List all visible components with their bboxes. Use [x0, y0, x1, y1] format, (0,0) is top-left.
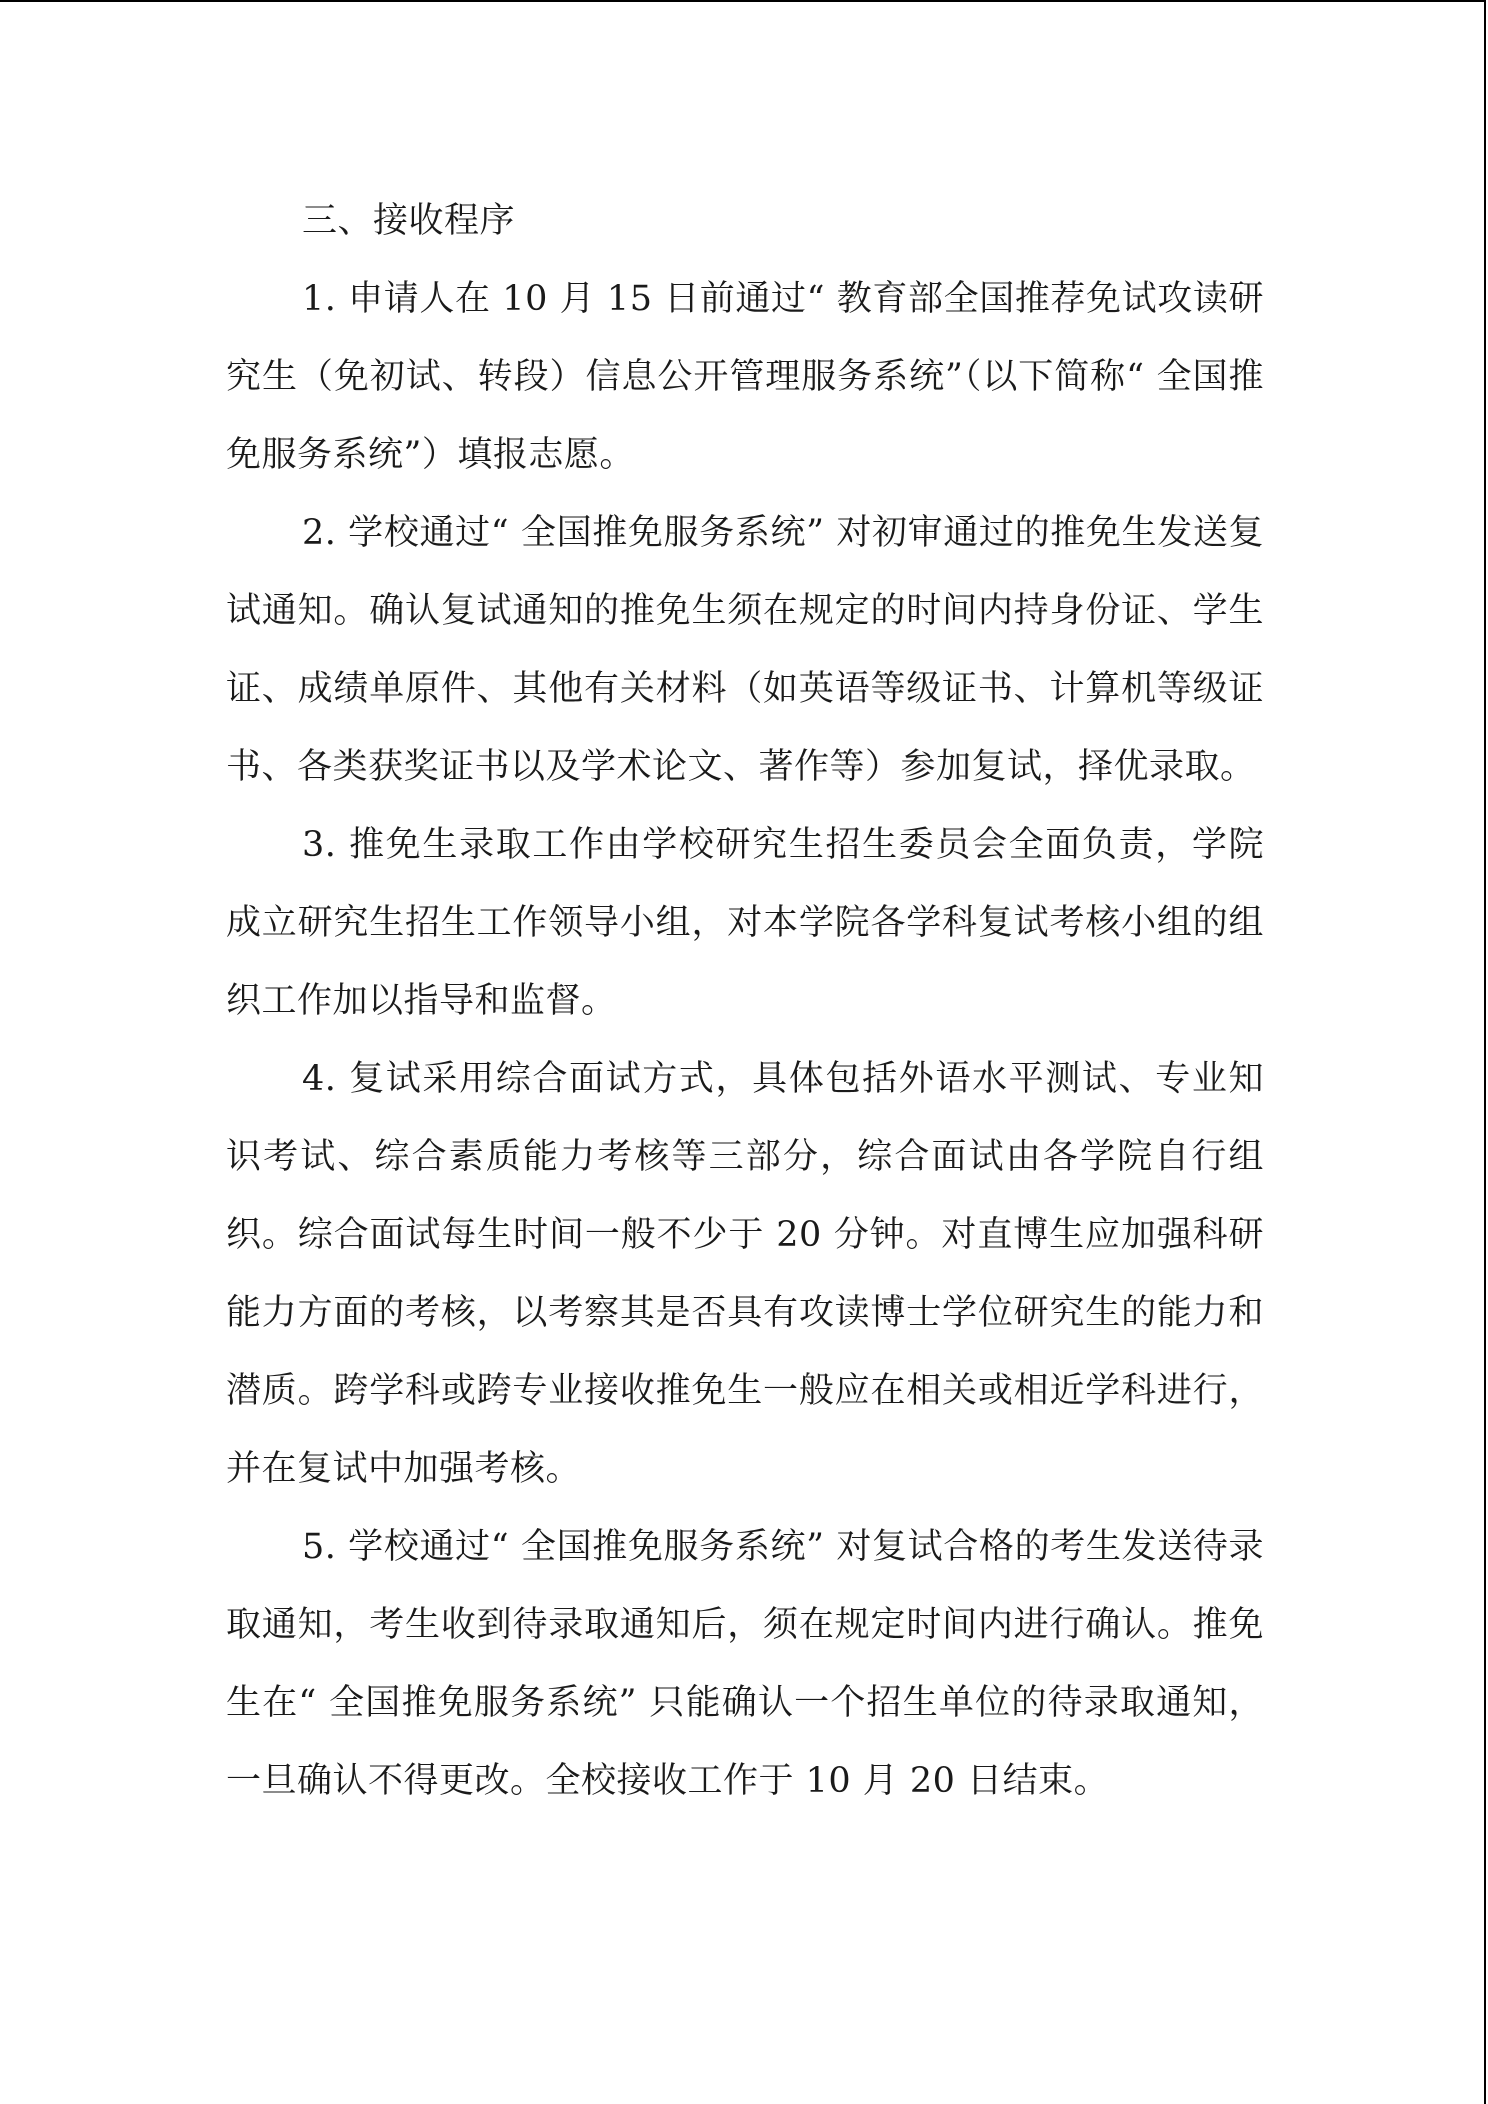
paragraph-3: 3. 推免生录取工作由学校研究生招生委员会全面负责，学院成立研究生招生工作领导小组，对本学院各学科复试考核小组的组织工作加以指导和监督。 [226, 825, 1264, 1021]
document-body [226, 182, 1264, 1820]
section-heading: 三、接收程序 [302, 201, 516, 241]
paragraph-4: 4. 复试采用综合面试方式，具体包括外语水平测试、专业知识考试、综合素质能力考核等三部分，综合面试由各学院自行组织。综合面试每生时间一般不少于 20 分钟。对直博生应加强科研能力方面的考核，以考察其是否具有攻读博士学位研究生的能力和潜质。跨学科或跨专业接收推免生一般应在相关或相近学科进行，并在复试中加强考核。 [226, 1059, 1264, 1489]
paragraph-2: 2. 学校通过“ 全国推免服务系统” 对初审通过的推免生发送复试通知。确认复试通知的推免生须在规定的时间内持身份证、学生证、成绩单原件、其他有关材料（如英语等级证书、计算机等级证书、各类获奖证书以及学术论文、著作等）参加复试，择优录取。 [226, 513, 1264, 787]
paragraph-5: 5. 学校通过“ 全国推免服务系统” 对复试合格的考生发送待录取通知，考生收到待录取通知后，须在规定时间内进行确认。推免生在“ 全国推免服务系统” 只能确认一个招生单位的待录取通知，一旦确认不得更改。全校接收工作于 10 月 20 日结束。 [226, 1527, 1264, 1801]
paragraph-1: 1. 申请人在 10 月 15 日前通过“ 教育部全国推荐免试攻读研究生（免初试、转段）信息公开管理服务系统”（以下简称“ 全国推免服务系统”）填报志愿。 [226, 279, 1264, 475]
